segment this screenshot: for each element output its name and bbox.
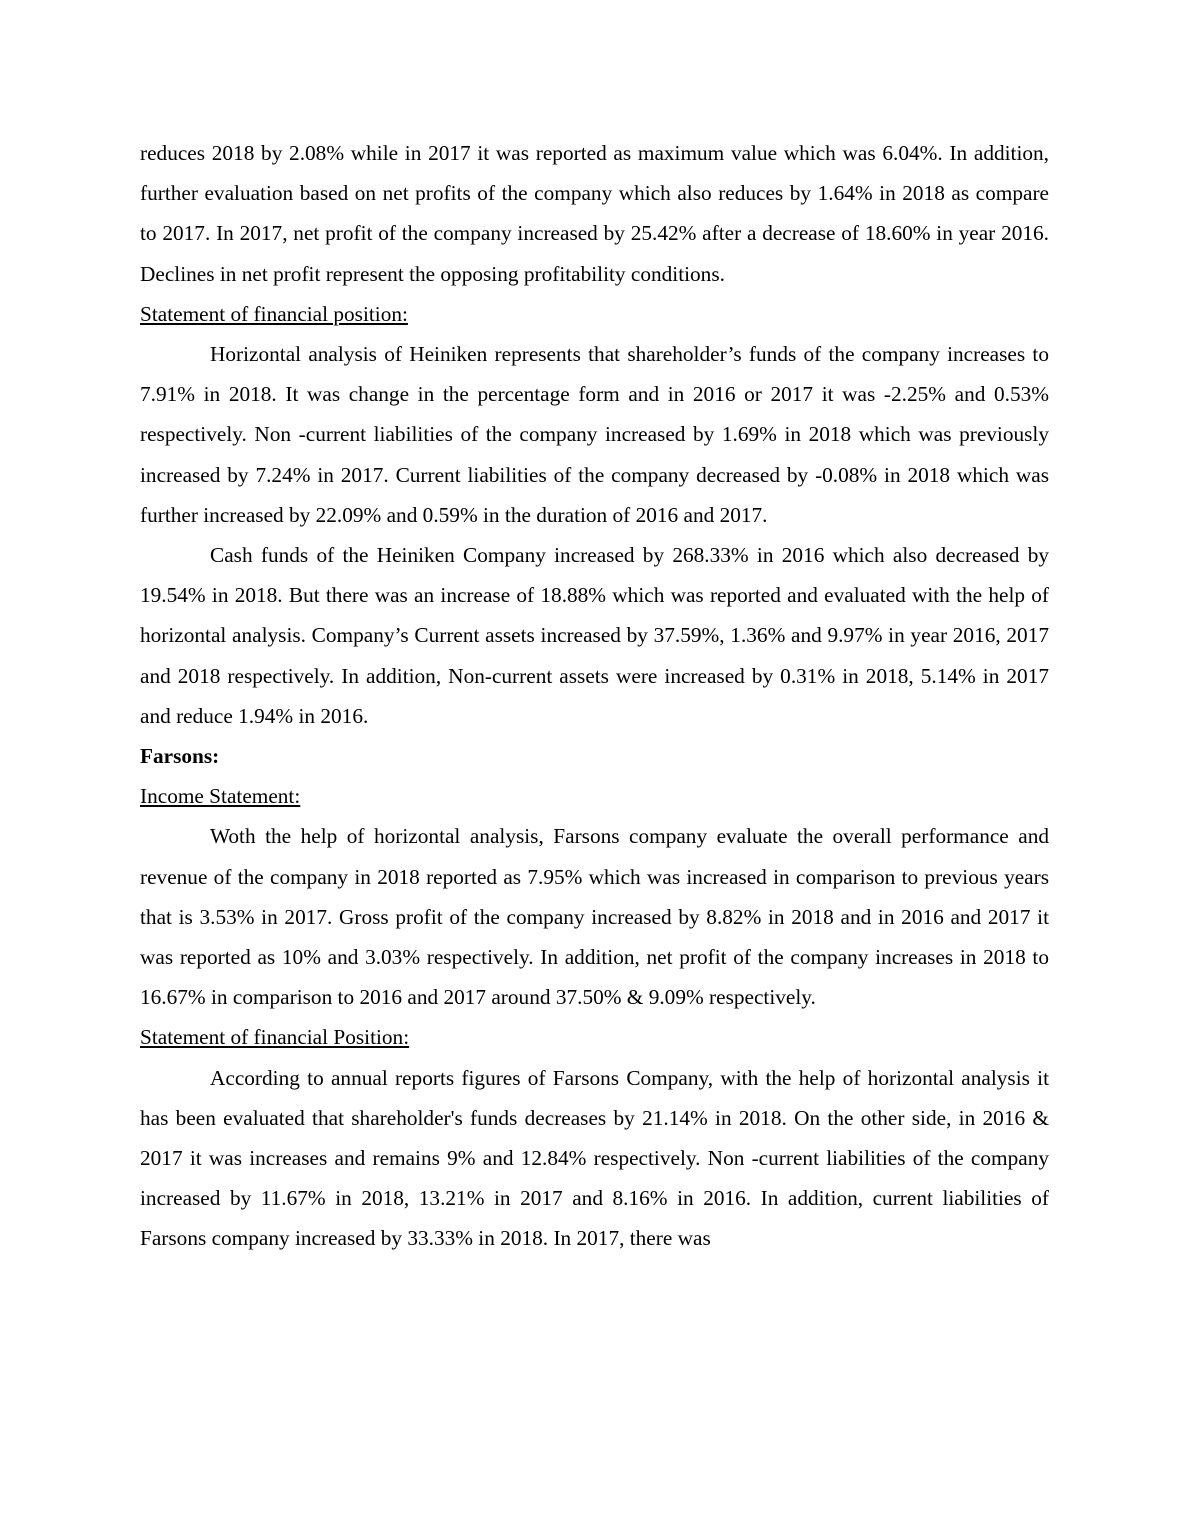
heading-statement-of-financial-position-farsons: Statement of financial Position: xyxy=(140,1025,410,1050)
paragraph-farsons-financial-position: According to annual reports figures of Farsons Company, with the help of horizontal analysis it has been evaluated that shareholder's funds decreases by 21.14% in 2018. On the other side, in 2016 & 2017 it was increases and remains 9% and 12.84% respectively. Non -current liabilities of the company increased by 11.67% in 2018, 13.21% in 2017 and 8.16% in 2016. In addition, current liabilities of Farsons company increased by 33.33% in 2018. In 2017, there was xyxy=(140,1065,1049,1251)
document-page xyxy=(140,133,1049,1259)
heading-farsons: Farsons: xyxy=(140,744,220,769)
heading-income-statement: Income Statement: xyxy=(140,784,301,809)
paragraph-cash-funds-heiniken: Cash funds of the Heiniken Company increased by 268.33% in 2016 which also decreased by 19.54% in 2018. But there was an increase of 18.88% which was reported and evaluated with the help of horizontal analysis. Company’s Current assets increased by 37.59%, 1.36% and 9.97% in year 2016, 2017 and 2018 respectively. In addition, Non-current assets were increased by 0.31% in 2018, 5.14% in 2017 and reduce 1.94% in 2016. xyxy=(140,543,1049,728)
paragraph-farsons-income: Woth the help of horizontal analysis, Farsons company evaluate the overall performance and revenue of the company in 2018 reported as 7.95% which was increased in comparison to previous years that is 3.53% in 2017. Gross profit of the company increased by 8.82% in 2018 and in 2016 and 2017 it was reported as 10% and 3.03% respectively. In addition, net profit of the company increases in 2018 to 16.67% in comparison to 2016 and 2017 around 37.50% & 9.09% respectively. xyxy=(140,824,1049,1010)
heading-statement-of-financial-position-heiniken: Statement of financial position: xyxy=(140,301,408,326)
paragraph-shareholders-funds-heiniken: Horizontal analysis of Heiniken represents that shareholder’s funds of the company increases to 7.91% in 2018. It was change in the percentage form and in 2016 or 2017 it was -2.25% and 0.53% respectively. Non -current liabilities of the company increased by 1.69% in 2018 which was previously increased by 7.24% in 2017. Current liabilities of the company decreased by -0.08% in 2018 which was further increased by 22.09% and 0.59% in the duration of 2016 and 2017. xyxy=(140,342,1049,527)
paragraph-net-profit: reduces 2018 by 2.08% while in 2017 it was reported as maximum value which was 6.04%. In addition, further evaluation based on net profits of the company which also reduces by 1.64% in 2018 as compare to 2017. In 2017, net profit of the company increased by 25.42% after a decrease of 18.60% in year 2016. Declines in net profit represent the opposing profitability conditions. xyxy=(140,141,1049,286)
